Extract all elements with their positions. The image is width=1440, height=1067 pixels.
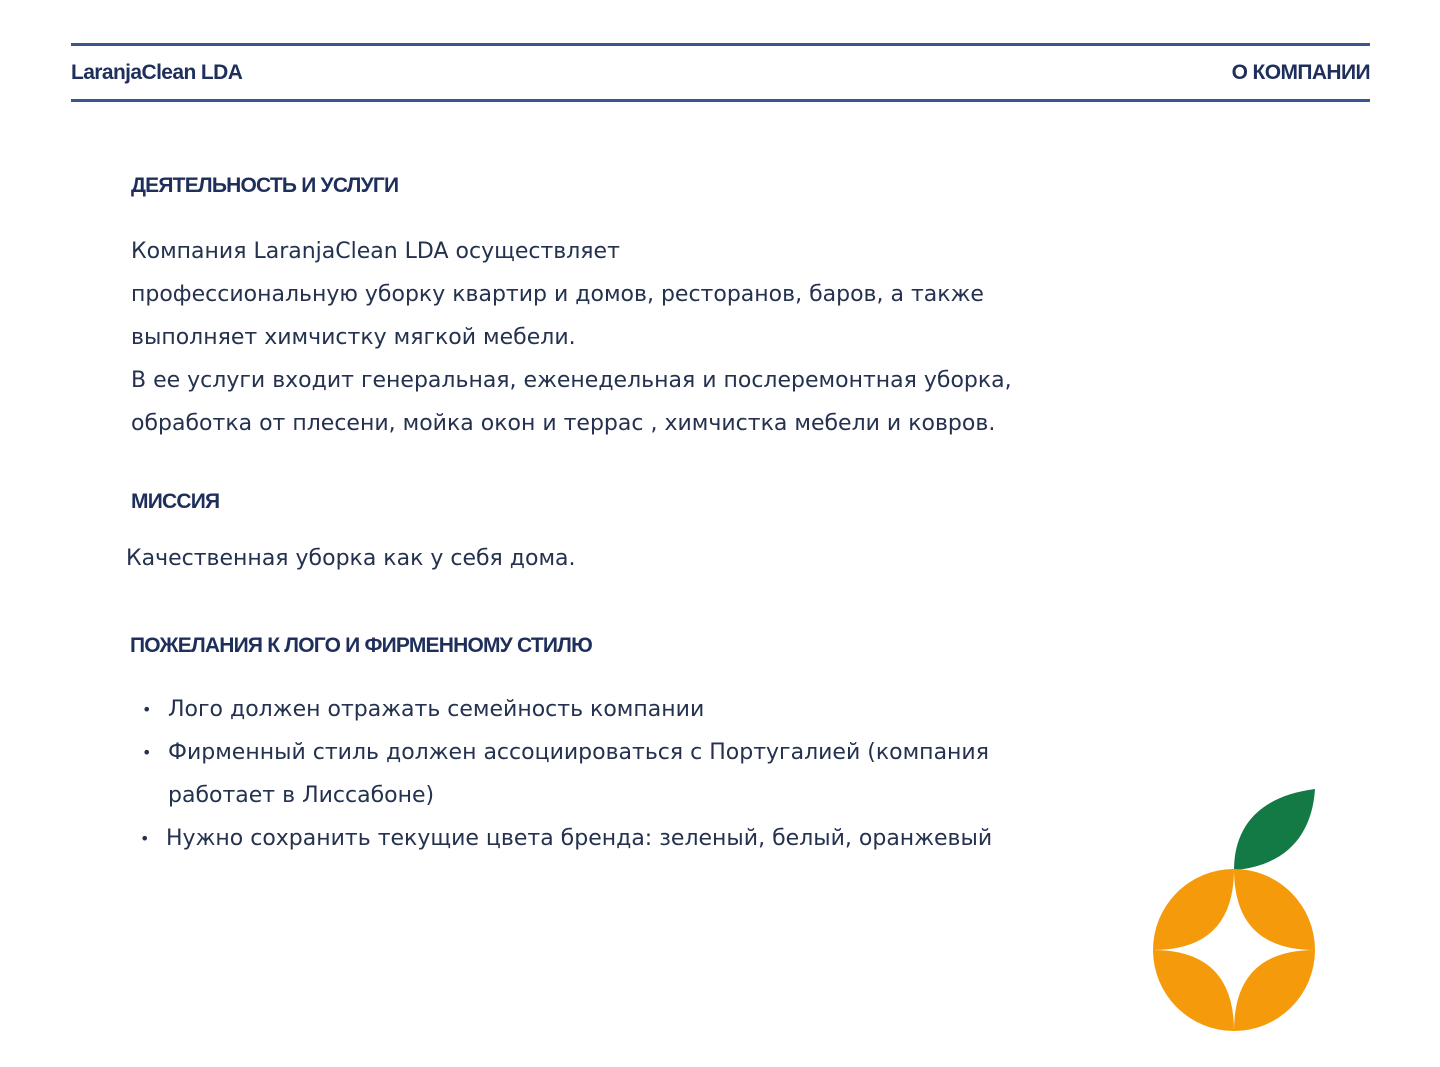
activity-heading: ДЕЯТЕЛЬНОСТЬ И УСЛУГИ — [131, 174, 399, 197]
section-title: О КОМПАНИИ — [1231, 61, 1370, 84]
wishes-heading: ПОЖЕЛАНИЯ К ЛОГО И ФИРМЕННОМУ СТИЛЮ — [130, 634, 592, 657]
bullet-icon: • — [142, 743, 152, 762]
list-item — [140, 731, 1100, 774]
bullet-icon: • — [140, 829, 150, 848]
activity-line: В ее услуги входит генеральная, еженедельная и послеремонтная уборка, — [131, 368, 1012, 393]
activity-description — [131, 230, 1091, 445]
list-item-text: Фирменный стиль должен ассоциироваться с Португалией (компания — [168, 740, 989, 765]
activity-line: профессиональную уборку квартир и домов, ресторанов, баров, а также — [131, 282, 984, 307]
mission-heading: МИССИЯ — [131, 490, 220, 513]
list-item — [138, 817, 1098, 860]
wishes-list — [140, 688, 1100, 860]
list-item — [140, 688, 1100, 731]
activity-line: обработка от плесени, мойка окон и террас , химчистка мебели и ковров. — [131, 411, 996, 436]
list-item-text: Нужно сохранить текущие цвета бренда: зеленый, белый, оранжевый — [166, 826, 993, 851]
orange-logo-icon — [1150, 786, 1320, 1036]
mission-text: Качественная уборка как у себя дома. — [126, 546, 576, 571]
list-item-continuation — [140, 774, 1100, 817]
activity-line: выполняет химчистку мягкой мебели. — [131, 325, 576, 350]
list-item-text: работает в Лиссабоне) — [168, 783, 435, 808]
leaf-icon — [1234, 789, 1315, 870]
brand-name: LaranjaClean LDA — [71, 61, 243, 84]
page-header — [71, 43, 1370, 102]
activity-line: Компания LaranjaClean LDA осуществляет — [131, 239, 620, 264]
list-item-text: Лого должен отражать семейность компании — [168, 697, 705, 722]
bullet-icon: • — [142, 700, 152, 719]
